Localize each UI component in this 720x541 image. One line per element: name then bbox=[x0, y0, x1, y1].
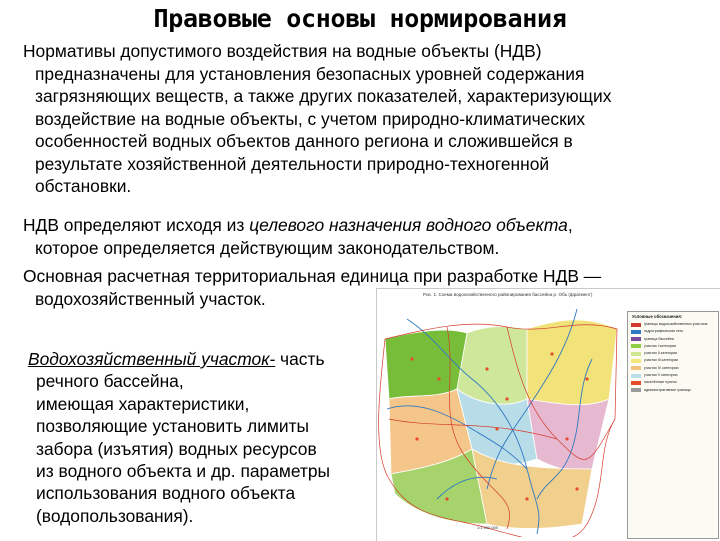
p1-line: обстановки. bbox=[35, 176, 132, 196]
legend-item bbox=[631, 366, 715, 371]
legend-item bbox=[631, 344, 715, 349]
legend-item bbox=[631, 337, 715, 342]
p4-line: забора (изъятия) водных ресурсов bbox=[36, 438, 317, 459]
p2-prefix: НДВ определяют исходя из bbox=[23, 215, 250, 235]
legend-label: участки II категории bbox=[644, 351, 678, 356]
p1-line: загрязняющих веществ, а также других показателей, характеризующих bbox=[35, 86, 612, 106]
legend-item bbox=[631, 351, 715, 356]
legend-item bbox=[631, 322, 715, 327]
p2-italic-phrase: целевого назначения водного объекта bbox=[249, 215, 568, 235]
legend-swatch bbox=[631, 366, 641, 370]
legend-label: участки IV категории bbox=[644, 365, 679, 370]
p4-line: речного бассейна, bbox=[36, 371, 184, 392]
p2-comma: , bbox=[567, 215, 573, 235]
settlement-marker bbox=[415, 437, 418, 440]
legend-label: участки V категории bbox=[644, 373, 678, 378]
legend-label: граница бассейна bbox=[644, 336, 674, 341]
paragraph-water-section-definition bbox=[28, 348, 381, 527]
legend-item bbox=[631, 388, 715, 393]
p1-line: особенностей водных объектов данного региона и сложившейся в bbox=[35, 131, 573, 151]
legend-swatch bbox=[631, 374, 641, 378]
map-caption: Рис. 1. Схема водохозяйственного районирования бассейна р. Обь (фрагмент) bbox=[423, 292, 593, 297]
settlement-marker bbox=[505, 397, 508, 400]
settlement-marker bbox=[550, 352, 553, 355]
settlement-marker bbox=[575, 487, 578, 490]
legend-swatch bbox=[631, 330, 641, 334]
p3-line: Основная расчетная территориальная единица при разработке НДВ — bbox=[23, 266, 602, 286]
p1-line: предназначены для установления безопасных уровней содержания bbox=[35, 63, 585, 84]
map-region bbox=[527, 320, 617, 405]
p2-line2: которое определяется действующим законодательством. bbox=[35, 237, 500, 258]
map-scale: 1:1 000 000 bbox=[477, 525, 499, 530]
settlement-marker bbox=[485, 367, 488, 370]
p1-line: Нормативы допустимого воздействия на водные объекты (НДВ) bbox=[23, 41, 542, 61]
legend-label: участки III категории bbox=[644, 358, 679, 363]
legend-label: участки I категории bbox=[644, 343, 677, 348]
map-drawing bbox=[377, 299, 627, 537]
settlement-marker bbox=[525, 497, 528, 500]
settlement-marker bbox=[565, 437, 568, 440]
p3-line: водохозяйственный участок. bbox=[35, 288, 266, 309]
legend-item bbox=[631, 380, 715, 385]
legend-swatch bbox=[631, 323, 641, 327]
p1-line: результате хозяйственной деятельности природно-техногенной bbox=[35, 153, 550, 174]
p4-line: использования водного объекта bbox=[36, 483, 296, 504]
legend-swatch bbox=[631, 352, 641, 356]
legend-swatch bbox=[631, 344, 641, 348]
legend-item bbox=[631, 373, 715, 378]
settlement-marker bbox=[437, 377, 440, 380]
legend-label: населённые пункты bbox=[644, 380, 677, 385]
water-management-map bbox=[376, 288, 720, 541]
map-region bbox=[385, 330, 467, 399]
legend-swatch bbox=[631, 337, 641, 341]
legend-label: гидрографическая сеть bbox=[644, 329, 684, 334]
settlement-marker bbox=[495, 427, 498, 430]
legend-list bbox=[631, 322, 715, 395]
p4-line1-rest: часть bbox=[275, 349, 325, 369]
settlement-marker bbox=[445, 497, 448, 500]
settlement-marker bbox=[585, 377, 588, 380]
legend-label: административные границы bbox=[644, 387, 691, 392]
map-legend bbox=[627, 311, 719, 539]
term-water-section: Водохозяйственный участок bbox=[28, 349, 270, 369]
paragraph-ndv-definition bbox=[23, 40, 720, 198]
p4-line: имеющая характеристики, bbox=[36, 393, 250, 414]
legend-swatch bbox=[631, 388, 641, 392]
p4-line: (водопользования). bbox=[36, 505, 194, 526]
p4-line: позволяющие установить лимиты bbox=[36, 416, 310, 437]
settlement-marker bbox=[410, 357, 413, 360]
legend-swatch bbox=[631, 381, 641, 385]
legend-label: границы водохозяйственных участков bbox=[644, 322, 708, 326]
legend-item bbox=[631, 358, 715, 363]
p1-line: воздействие на водные объекты, с учетом природно-климатических bbox=[35, 108, 586, 129]
legend-swatch bbox=[631, 359, 641, 363]
paragraph-ndv-purpose bbox=[23, 214, 720, 259]
map-region bbox=[457, 326, 527, 404]
slide-title: Правовые основы нормирования bbox=[153, 4, 567, 33]
p4-line: из водного объекта и др. параметры bbox=[36, 461, 331, 482]
legend-title: Условные обозначения: bbox=[632, 314, 683, 319]
term-dash: - bbox=[269, 349, 276, 369]
legend-item bbox=[631, 329, 715, 334]
